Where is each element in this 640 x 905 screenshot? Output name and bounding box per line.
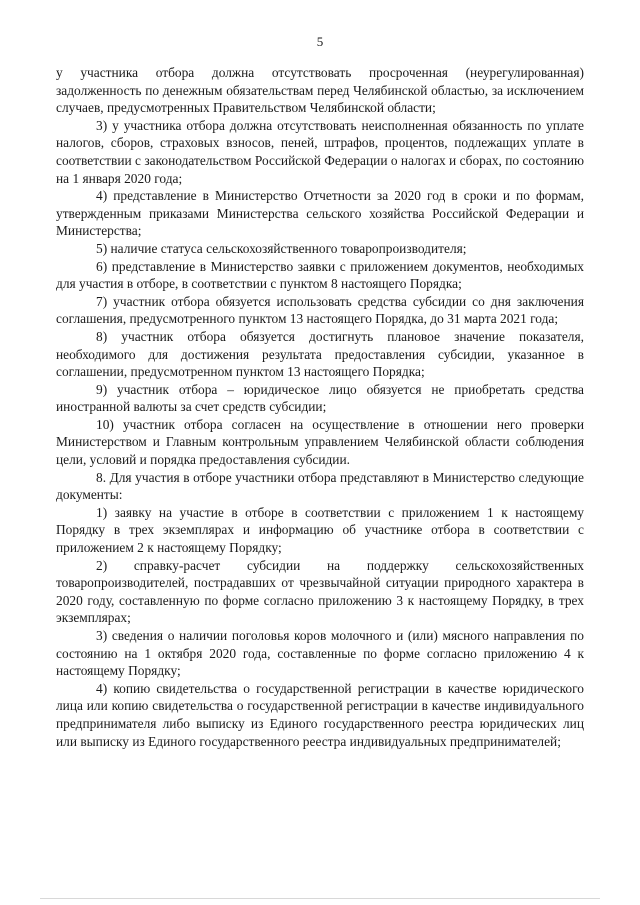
scan-edge-line [40,898,600,899]
document-body [56,64,584,750]
paragraph: 1) заявку на участие в отборе в соответствии с приложением 1 к настоящему Порядку в трех экземплярах и информацию об участнике отбора в соответствии с приложением 2 к настоящему Порядку; [56,504,584,556]
paragraph: 4) копию свидетельства о государственной регистрации в качестве юридического лица или копию свидетельства о государственной регистрации в качестве индивидуального предпринимателя либо выписку из Единого государственного реестра юридических лиц или выписку из Единого государственного реестра индивидуальных предпринимателей; [56,680,584,749]
paragraph: 3) сведения о наличии поголовья коров молочного и (или) мясного направления по состоянию на 1 октября 2020 года, составленные по форме согласно приложению 4 к настоящему Порядку; [56,628,584,679]
paragraph: 4) представление в Министерство Отчетности за 2020 год в сроки и по формам, утвержденным приказами Министерства сельского хозяйства Российской Федерации и Министерства; [56,188,584,239]
paragraph: 9) участник отбора – юридическое лицо обязуется не приобретать средства иностранной валюты за счет средств субсидии; [56,381,584,415]
paragraph: 3) у участника отбора должна отсутствовать неисполненная обязанность по уплате налогов, сборов, страховых взносов, пеней, штрафов, процентов, подлежащих уплате в соответствии с законодательством Российской Федерации о налогах и сборах, по состоянию на 1 января 2020 года; [56,117,584,186]
paragraph: 5) наличие статуса сельскохозяйственного товаропроизводителя; [96,240,467,256]
paragraph: 10) участник отбора согласен на осуществление в отношении него проверки Министерством и Главным контрольным управлением Челябинской области соблюдения цели, условий и порядка предоставления субсидии. [56,416,584,468]
paragraph: 2) справку-расчет субсидии на поддержку сельскохозяйственных товаропроизводителей, пострадавших от чрезвычайной ситуации природного характера в 2020 году, составленную по форме согласно приложению 3 к настоящему Порядку, в трех экземплярах; [56,557,584,626]
paragraph: у участника отбора должна отсутствовать просроченная (неурегулированная) задолженность по денежным обязательствам перед Челябинской областью, за исключением случаев, предусмотренных Правительством Челябинской области; [56,65,584,116]
paragraph: 8. Для участия в отборе участники отбора представляют в Министерство следующие документы: [56,469,584,503]
paragraph: 8) участник отбора обязуется достигнуть плановое значение показателя, необходимого для достижения результата предоставления субсидии, указанное в соглашении, предусмотренном пунктом 13 настоящего Порядка; [56,328,584,380]
page-number: 5 [316,34,324,49]
paragraph: 6) представление в Министерство заявки с приложением документов, необходимых для участия в отборе, в соответствии с пунктом 8 настоящего Порядка; [56,258,584,292]
paragraph: 7) участник отбора обязуется использовать средства субсидии со дня заключения соглашения, предусмотренного пунктом 13 настоящего Порядка, до 31 марта 2021 года; [56,293,584,327]
